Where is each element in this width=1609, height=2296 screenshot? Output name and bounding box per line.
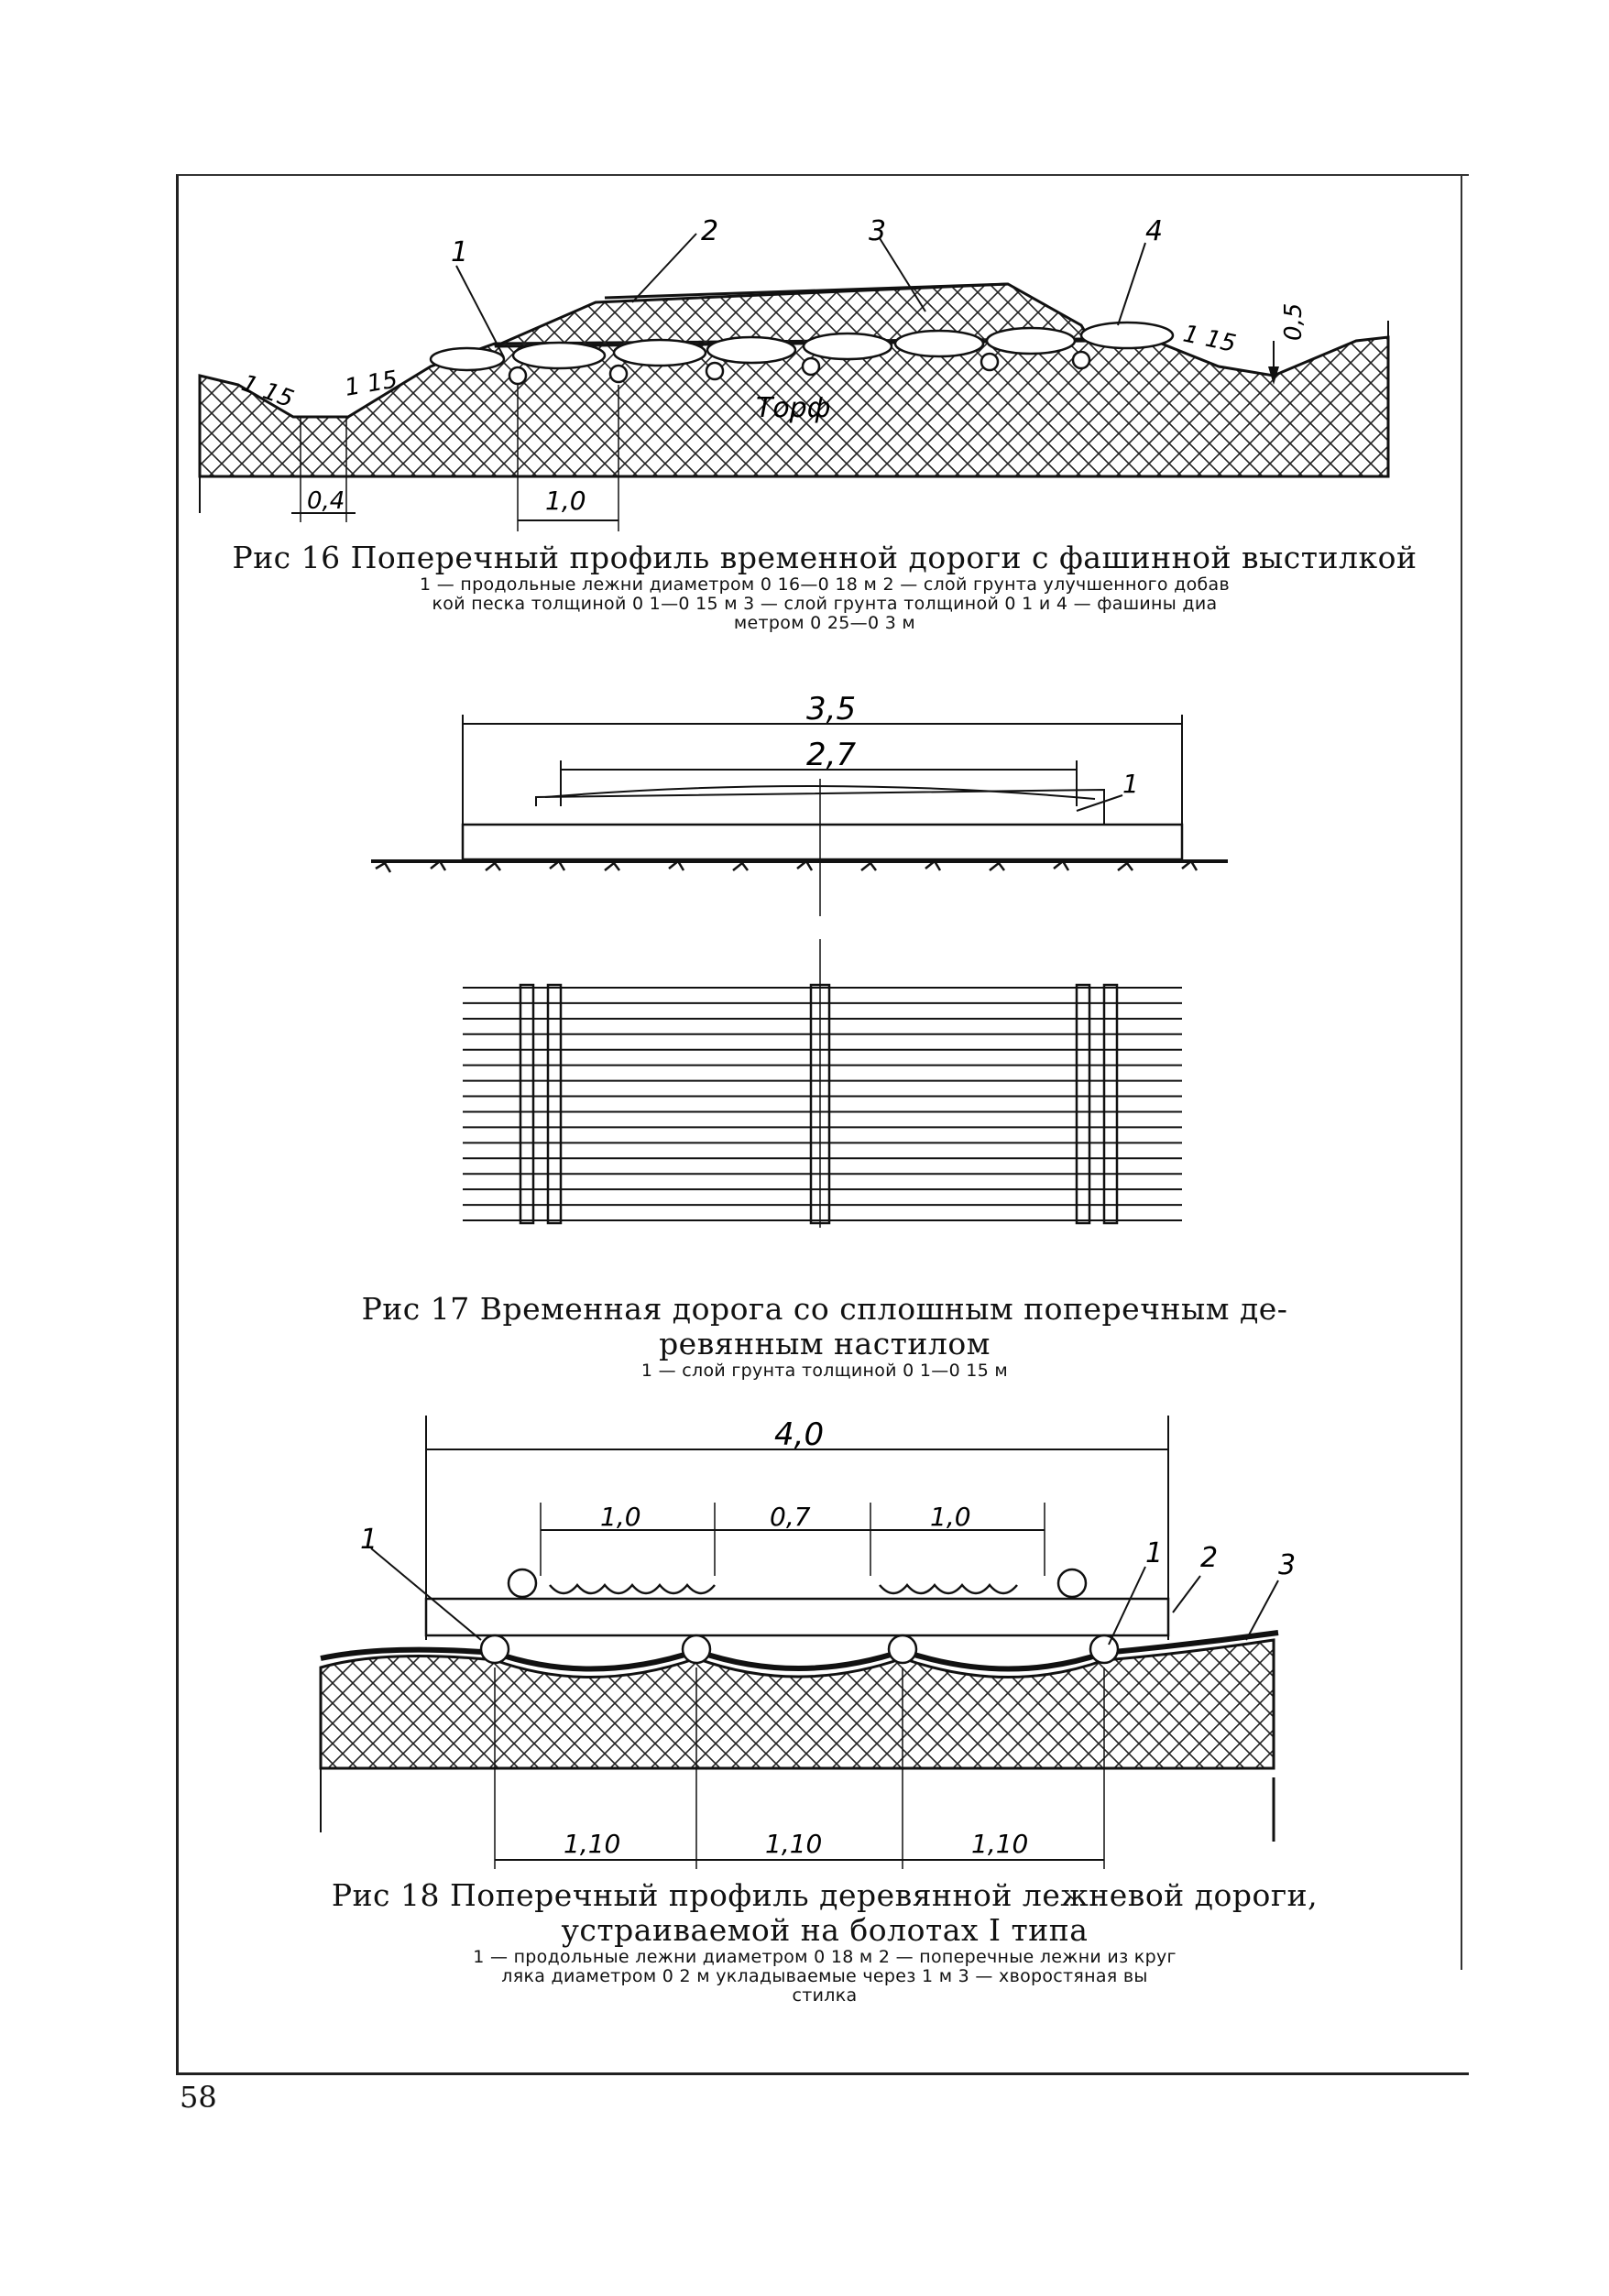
- fig18-legend-2: ляка диаметром 0 2 м укладываемые через 1 м 3 — хворостяная вы: [501, 1966, 1148, 1986]
- fig16-caption: [183, 541, 1466, 633]
- fig18-dim-10-right: 1,0: [930, 1502, 971, 1532]
- fig17-callout-1: 1: [1122, 769, 1139, 799]
- fig18-callout-1-right: 1: [1145, 1537, 1164, 1569]
- fig18-dim-110-a: 1,10: [564, 1829, 621, 1859]
- fig16-material-peat: Торф: [756, 392, 831, 424]
- fig16-dim-10: 1,0: [545, 486, 586, 516]
- fig16-dim-05: 0,5: [1280, 302, 1308, 341]
- fig17-dim-35: 3,5: [806, 691, 857, 727]
- fig16-drawing: [200, 215, 1388, 531]
- fig16-callout-1: 1: [451, 236, 469, 268]
- fig16-slope-mid: 1 15: [343, 366, 400, 402]
- fig18-bog-ground: [321, 1640, 1274, 1768]
- page-number: 58: [180, 2080, 217, 2115]
- fig17-title-2: ревянным настилом: [659, 1326, 991, 1361]
- fig18-title-2: устраиваемой на болотах I типа: [561, 1912, 1089, 1948]
- fig16-dim-04: 0,4: [307, 487, 345, 515]
- fig18-callout-2: 2: [1200, 1542, 1219, 1574]
- fig17-section: [371, 715, 1228, 916]
- fig16-callout-3: 3: [869, 215, 887, 247]
- fig17-planks: [463, 988, 1182, 1220]
- fig17-legend: 1 — слой грунта толщиной 0 1—0 15 м: [640, 1361, 1009, 1381]
- fig18-dim-110-b: 1,10: [765, 1829, 823, 1859]
- fig18-legend-1: 1 — продольные лежни диаметром 0 18 м 2 — поперечные лежни из круг: [473, 1947, 1177, 1967]
- fig16-callout-2: 2: [701, 215, 719, 247]
- fig18-logs-top: [509, 1569, 1086, 1597]
- fig18-title-1: Рис 18 Поперечный профиль деревянной лежневой дороги,: [331, 1877, 1319, 1913]
- fig18-callout-1-left: 1: [360, 1524, 378, 1556]
- fig18-callout-3: 3: [1278, 1549, 1297, 1581]
- fig16-title: Рис 16 Поперечный профиль временной дороги с фашинной выстилкой: [232, 540, 1417, 575]
- fig18-dim-10-left: 1,0: [600, 1502, 641, 1532]
- fig18-dim-07: 0,7: [770, 1502, 811, 1532]
- fig16-slope-right: 1 15: [1180, 320, 1239, 358]
- fig17-plan: [463, 939, 1182, 1228]
- fig18-drawing: [321, 1416, 1278, 1869]
- fig18-caption: [183, 1878, 1466, 2006]
- fig16-slope-left: 1 15: [237, 369, 298, 414]
- fig17-caption: [183, 1292, 1466, 1381]
- fig18-dim-110-c: 1,10: [971, 1829, 1029, 1859]
- fig16-callout-4: 4: [1145, 215, 1164, 247]
- fig18-legend-3: стилка: [792, 1985, 858, 2006]
- fig16-legend-2: кой песка толщиной 0 1—0 15 м 3 — слой грунта толщиной 0 1 и 4 — фашины диа: [432, 594, 1218, 614]
- fig18-longitudinal-logs: [481, 1635, 1118, 1663]
- fig17-dim-27: 2,7: [806, 737, 857, 773]
- fig16-legend-3: метром 0 25—0 3 м: [733, 613, 916, 633]
- fig18-dim-40: 4,0: [774, 1416, 825, 1453]
- fig16-legend-1: 1 — продольные лежни диаметром 0 16—0 18 м 2 — слой грунта улучшенного добав: [420, 574, 1230, 595]
- fig17-title-1: Рис 17 Временная дорога со сплошным поперечным де-: [361, 1291, 1288, 1327]
